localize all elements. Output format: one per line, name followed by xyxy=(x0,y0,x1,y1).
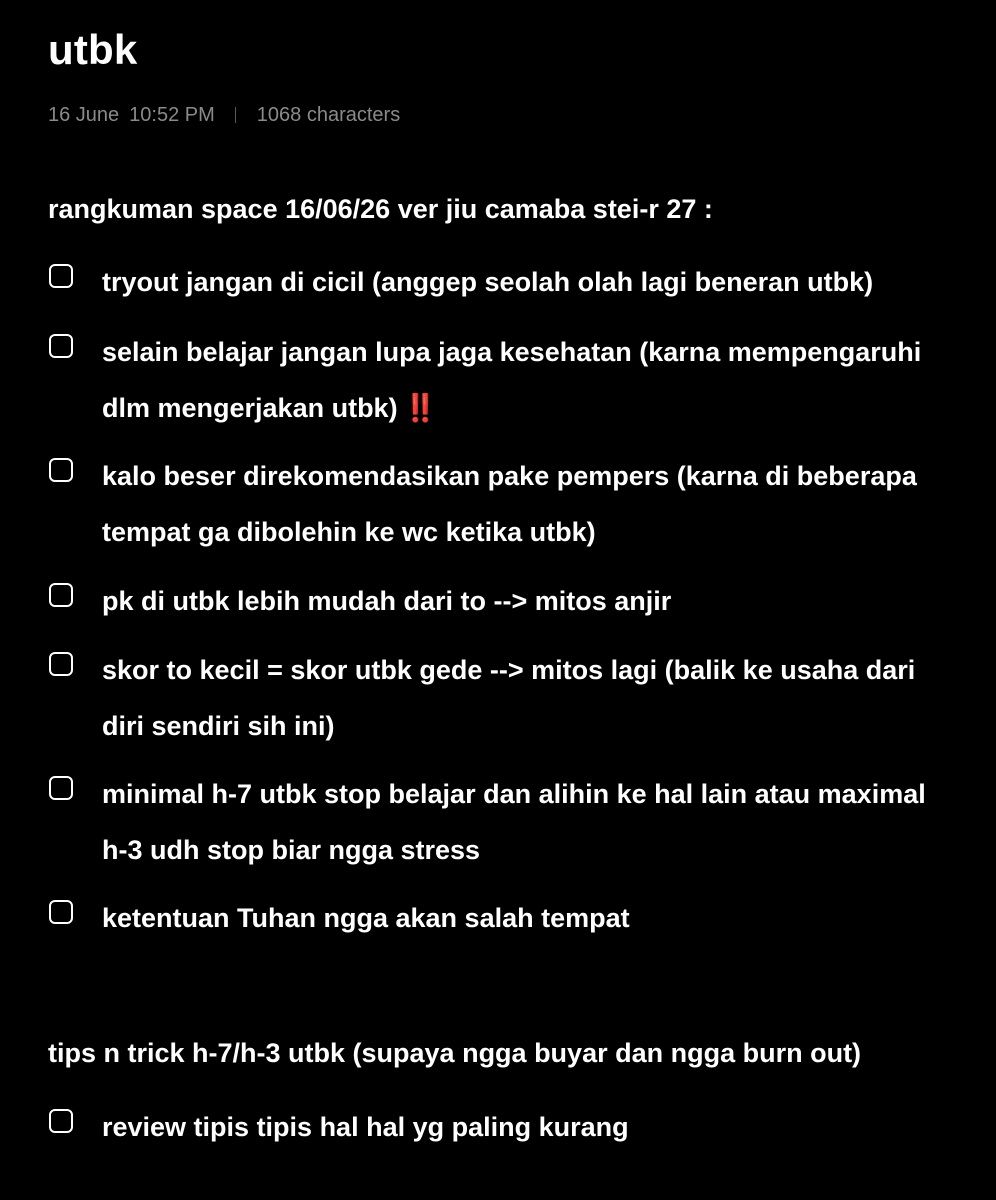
checkbox[interactable] xyxy=(49,900,73,924)
checkbox[interactable] xyxy=(49,1109,73,1133)
checkbox[interactable] xyxy=(49,776,73,800)
meta-divider xyxy=(235,107,236,123)
note-time: 10:52 PM xyxy=(129,104,215,126)
note-char-count: 1068 characters xyxy=(256,104,401,126)
checkbox[interactable] xyxy=(49,458,73,482)
checklist-item-text[interactable]: tryout jangan di cicil (anggep seolah olah lagi beneran utbk) xyxy=(102,267,874,297)
double-exclamation-emoji: ‼️ xyxy=(403,393,434,423)
note-date: 16 June xyxy=(48,104,120,126)
section-heading-rangkuman[interactable]: rangkuman space 16/06/26 ver jiu camaba stei-r 27 : xyxy=(48,194,713,224)
note-meta xyxy=(48,103,400,127)
note-title[interactable]: utbk xyxy=(48,26,138,73)
checklist-item-text[interactable]: minimal h-7 utbk stop belajar dan alihin ke hal lain atau maximal h-3 udh stop biar ngga stress xyxy=(102,779,926,865)
checkbox[interactable] xyxy=(49,583,73,607)
checkbox[interactable] xyxy=(49,334,73,358)
checkbox[interactable] xyxy=(49,264,73,288)
checkbox[interactable] xyxy=(49,652,73,676)
section-heading-tips[interactable]: tips n trick h-7/h-3 utbk (supaya ngga buyar dan ngga burn out) xyxy=(48,1038,862,1068)
checklist-item-text-body: selain belajar jangan lupa jaga kesehatan (karna mempengaruhi dlm mengerjakan utbk) xyxy=(102,337,922,423)
checklist-item-text[interactable] xyxy=(102,324,952,436)
checklist-item-text[interactable]: kalo beser direkomendasikan pake pempers (karna di beberapa tempat ga dibolehin ke wc ketika utbk) xyxy=(102,461,917,547)
checklist-item-text[interactable]: ketentuan Tuhan ngga akan salah tempat xyxy=(102,903,630,933)
checklist-item-text[interactable]: pk di utbk lebih mudah dari to --> mitos anjir xyxy=(102,586,672,616)
checklist-item-text[interactable]: skor to kecil = skor utbk gede --> mitos lagi (balik ke usaha dari diri sendiri sih ini) xyxy=(102,655,916,741)
checklist-item-text[interactable]: review tipis tipis hal hal yg paling kurang xyxy=(102,1112,629,1142)
